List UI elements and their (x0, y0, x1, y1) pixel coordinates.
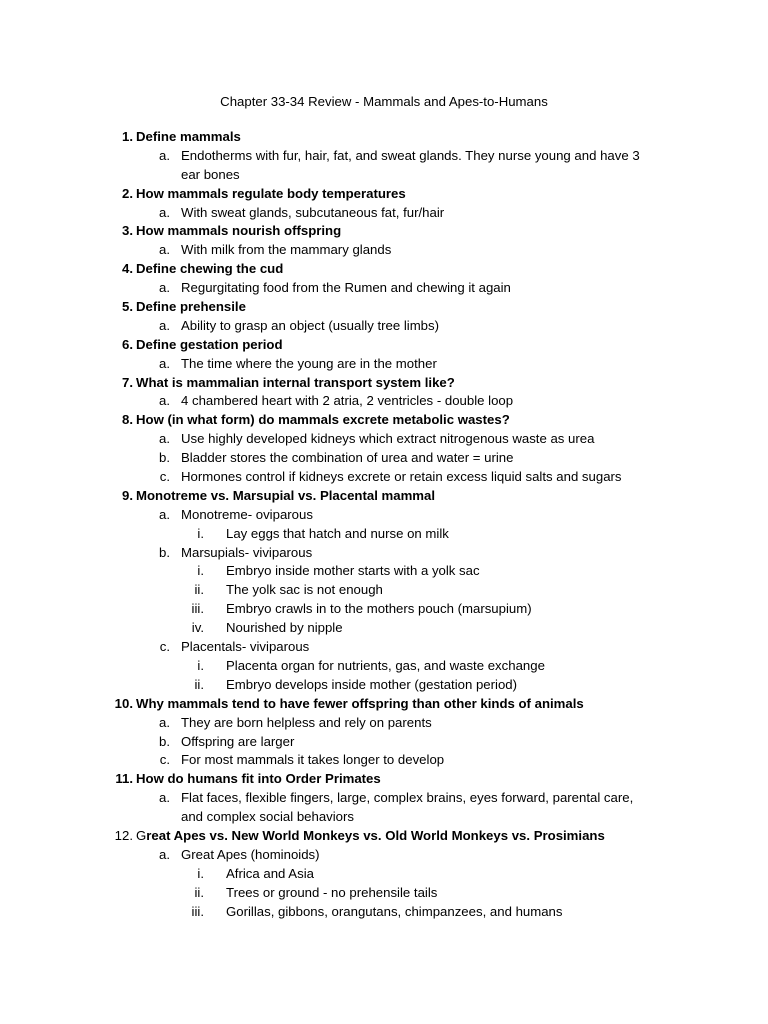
list-text (181, 544, 312, 563)
list-text (226, 562, 480, 581)
list-marker: c. (159, 469, 170, 485)
answer-item (0, 279, 768, 298)
answer-item (0, 468, 768, 487)
list-text (181, 733, 294, 752)
list-marker: a. (159, 506, 170, 522)
list-text-body: Embryo develops inside mother (gestation period) (226, 676, 518, 692)
list-marker: 6. (122, 336, 133, 352)
answer-item (0, 808, 768, 827)
question-item (0, 260, 768, 279)
answer-item (0, 846, 768, 865)
list-marker: a. (159, 355, 170, 371)
list-text-body: Define gestation period (136, 336, 283, 352)
list-marker: a. (159, 280, 170, 296)
list-marker: i. (197, 525, 204, 541)
list-text-body: Ability to grasp an object (usually tree limbs) (181, 317, 439, 333)
question-item (0, 487, 768, 506)
list-text-body: Africa and Asia (226, 865, 314, 881)
list-marker: ii. (194, 884, 204, 900)
list-text (181, 241, 391, 260)
list-marker: a. (159, 431, 170, 447)
sub-answer-item (0, 525, 768, 544)
answer-item (0, 147, 768, 166)
list-text (181, 714, 432, 733)
list-text-body: With milk from the mammary glands (181, 242, 392, 258)
list-marker: a. (159, 204, 170, 220)
list-text (181, 846, 320, 865)
answer-item (0, 544, 768, 563)
list-text (136, 336, 283, 355)
list-marker: a. (159, 393, 170, 409)
list-text-body: Use highly developed kidneys which extract nitrogenous waste as urea (181, 431, 595, 447)
question-item (0, 770, 768, 789)
list-text-body: Placenta organ for nutrients, gas, and waste exchange (226, 657, 545, 673)
question-item (0, 336, 768, 355)
list-text-body: Nourished by nipple (226, 620, 343, 636)
list-marker: 12. (114, 827, 133, 843)
list-text (181, 789, 633, 808)
answer-item (0, 449, 768, 468)
list-marker: 7. (122, 374, 133, 390)
question-item (0, 695, 768, 714)
list-text-body: With sweat glands, subcutaneous fat, fur/hair (181, 204, 445, 220)
document-title: Chapter 33-34 Review - Mammals and Apes-to-Humans (220, 94, 548, 109)
list-marker: 2. (122, 185, 133, 201)
list-marker: 10. (114, 695, 133, 711)
list-text-body: Great Apes (hominoids) (181, 846, 320, 862)
list-marker: a. (159, 790, 170, 806)
list-text (136, 770, 381, 789)
answer-item (0, 789, 768, 808)
list-text (136, 374, 455, 393)
list-text-body: The time where the young are in the mother (181, 355, 437, 371)
list-text (226, 600, 532, 619)
list-text-body: How (in what form) do mammals excrete metabolic wastes? (136, 412, 510, 428)
list-marker: iii. (191, 601, 204, 617)
list-text-body: Offspring are larger (181, 733, 295, 749)
list-text (181, 355, 437, 374)
sub-answer-item (0, 619, 768, 638)
list-text (136, 185, 406, 204)
question-item (0, 827, 768, 846)
list-text (181, 808, 354, 827)
list-text (226, 865, 314, 884)
list-marker: 3. (122, 223, 133, 239)
list-text (181, 449, 513, 468)
list-text-plain: G (136, 827, 147, 843)
list-text-body: Bladder stores the combination of urea and water = urine (181, 450, 514, 466)
list-text (136, 827, 605, 846)
list-marker: 9. (122, 487, 133, 503)
sub-answer-item (0, 865, 768, 884)
list-marker: b. (159, 544, 170, 560)
list-marker: 11. (115, 771, 133, 787)
list-text-body: Define prehensile (136, 299, 246, 315)
answer-item (0, 638, 768, 657)
list-text (136, 260, 283, 279)
list-text-body: Endotherms with fur, hair, fat, and sweat glands. They nurse young and have 3 (181, 147, 640, 163)
list-text (181, 468, 622, 487)
list-text-body: What is mammalian internal transport system like? (136, 374, 455, 390)
list-marker: 8. (122, 412, 133, 428)
list-marker: iv. (191, 620, 204, 636)
list-text (136, 128, 241, 147)
list-marker: a. (159, 846, 170, 862)
list-text (136, 411, 510, 430)
list-text-body: Lay eggs that hatch and nurse on milk (226, 525, 449, 541)
list-text-body: Embryo inside mother starts with a yolk sac (226, 563, 480, 579)
list-text (181, 430, 594, 449)
list-text-body: How do humans fit into Order Primates (136, 771, 381, 787)
list-text (136, 298, 246, 317)
list-text-body: Monotreme vs. Marsupial vs. Placental mammal (136, 487, 436, 503)
answer-item (0, 204, 768, 223)
list-text (181, 166, 240, 185)
list-text (226, 884, 437, 903)
list-text (226, 903, 562, 922)
sub-answer-item (0, 676, 768, 695)
list-text-body: Monotreme- oviparous (181, 506, 313, 522)
review-outline (0, 128, 768, 921)
list-text (136, 222, 341, 241)
list-text-body: Hormones control if kidneys excrete or retain excess liquid salts and sugars (181, 469, 622, 485)
list-marker: c. (159, 639, 170, 655)
answer-item (0, 751, 768, 770)
list-marker: a. (159, 317, 170, 333)
question-item (0, 374, 768, 393)
sub-answer-item (0, 657, 768, 676)
list-text-body: How mammals regulate body temperatures (136, 185, 406, 201)
list-text (136, 487, 435, 506)
list-text-body: The yolk sac is not enough (226, 582, 383, 598)
question-item (0, 298, 768, 317)
list-text (226, 676, 517, 695)
sub-answer-item (0, 600, 768, 619)
list-text-body: 4 chambered heart with 2 atria, 2 ventricles - double loop (181, 393, 514, 409)
list-text (181, 279, 511, 298)
question-item (0, 185, 768, 204)
list-marker: a. (159, 714, 170, 730)
list-text (226, 581, 383, 600)
list-text-body: ear bones (181, 166, 240, 182)
list-marker: i. (197, 657, 204, 673)
list-marker: a. (159, 242, 170, 258)
list-marker: i. (197, 865, 204, 881)
answer-item (0, 317, 768, 336)
sub-answer-item (0, 581, 768, 600)
list-marker: i. (197, 563, 204, 579)
answer-item (0, 166, 768, 185)
list-marker: 4. (122, 261, 133, 277)
list-text-body: Define mammals (136, 129, 241, 144)
question-item (0, 411, 768, 430)
list-text (226, 619, 343, 638)
list-text (181, 147, 640, 166)
list-text-body: For most mammals it takes longer to develop (181, 752, 445, 768)
list-marker: c. (159, 752, 170, 768)
list-marker: 1. (122, 129, 133, 144)
question-item (0, 222, 768, 241)
list-text-body: Why mammals tend to have fewer offspring than other kinds of animals (136, 695, 584, 711)
list-text-body: Embryo crawls in to the mothers pouch (marsupium) (226, 601, 532, 617)
list-marker: ii. (194, 676, 204, 692)
question-item (0, 128, 768, 147)
answer-item (0, 241, 768, 260)
list-text-body: Placentals- viviparous (181, 639, 310, 655)
list-marker: b. (159, 733, 170, 749)
list-text (226, 525, 449, 544)
sub-answer-item (0, 903, 768, 922)
list-text (181, 392, 513, 411)
list-text-body: Flat faces, flexible fingers, large, complex brains, eyes forward, parental care, (181, 790, 634, 806)
answer-item (0, 355, 768, 374)
list-text-body: reat Apes vs. New World Monkeys vs. Old World Monkeys vs. Prosimians (146, 827, 605, 843)
list-marker: b. (159, 450, 170, 466)
sub-answer-item (0, 884, 768, 903)
answer-item (0, 430, 768, 449)
list-text (181, 638, 309, 657)
list-text (181, 751, 444, 770)
list-text (181, 506, 313, 525)
list-marker: 5. (122, 299, 133, 315)
list-marker: iii. (191, 903, 204, 919)
list-text-body: How mammals nourish offspring (136, 223, 342, 239)
list-text-body: Define chewing the cud (136, 261, 284, 277)
list-text (181, 317, 439, 336)
list-marker: a. (159, 147, 170, 163)
list-text (181, 204, 444, 223)
list-text (226, 657, 545, 676)
list-text (136, 695, 584, 714)
list-text-body: Regurgitating food from the Rumen and chewing it again (181, 280, 511, 296)
sub-answer-item (0, 562, 768, 581)
list-marker: ii. (194, 582, 204, 598)
answer-item (0, 714, 768, 733)
answer-item (0, 733, 768, 752)
list-text-body: Marsupials- viviparous (181, 544, 313, 560)
answer-item (0, 392, 768, 411)
list-text-body: and complex social behaviors (181, 809, 354, 825)
list-text-body: They are born helpless and rely on parents (181, 714, 432, 730)
list-text-body: Gorillas, gibbons, orangutans, chimpanzees, and humans (226, 903, 563, 919)
answer-item (0, 506, 768, 525)
list-text-body: Trees or ground - no prehensile tails (226, 884, 438, 900)
